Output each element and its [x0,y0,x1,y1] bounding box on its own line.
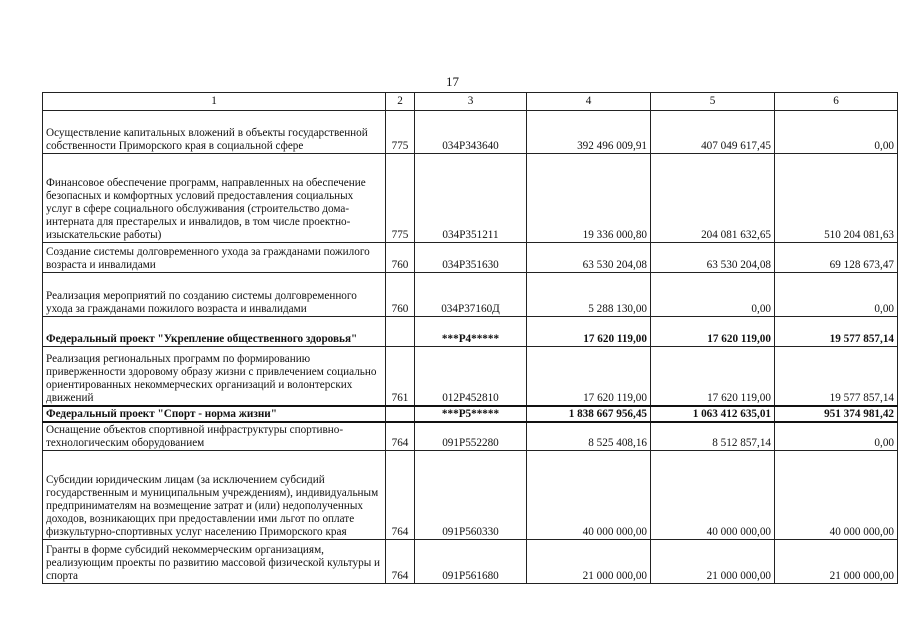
row-csr: 091P561680 [415,540,527,584]
column-header-3: 3 [415,93,527,111]
row-value-4: 17 620 119,00 [527,347,651,406]
row-name: Создание системы долговременного ухода за гражданами пожилого возраста и инвалидами [43,243,386,273]
table-header [43,93,898,111]
row-value-4: 63 530 204,08 [527,243,651,273]
row-name: Финансовое обеспечение программ, направленных на обеспечение безопасных и комфортных условий предоставления социальных услуг в сфере социального обслуживания (строительство дома-интерната для престарелых и инвалидов, в том числе проектно-изыскательские работы) [43,154,386,243]
row-value-6: 21 000 000,00 [775,540,898,584]
table-row [43,243,898,273]
table-row [43,540,898,584]
row-name: Федеральный проект "Укрепление общественного здоровья" [43,317,386,347]
row-csr: 091P560330 [415,451,527,540]
row-name: Субсидии юридическим лицам (за исключением субсидий государственным и муниципальным учреждениям), индивидуальным предпринимателям на возмещение затрат и (или) недополученных доходов, возникающих при предоставлении ими льгот по оплате физкультурно-спортивных услуг населению Приморского края [43,451,386,540]
row-name: Оснащение объектов спортивной инфраструктуры спортивно-технологическим оборудованием [43,422,386,451]
row-value-6: 951 374 981,42 [775,406,898,422]
row-value-6: 69 128 673,47 [775,243,898,273]
row-value-4: 19 336 000,80 [527,154,651,243]
row-value-6: 510 204 081,63 [775,154,898,243]
row-name: Федеральный проект "Спорт - норма жизни" [43,406,386,422]
row-grbs: 764 [386,422,415,451]
row-csr: 012P452810 [415,347,527,406]
row-value-5: 63 530 204,08 [651,243,775,273]
table-row [43,154,898,243]
row-value-4: 17 620 119,00 [527,317,651,347]
row-value-5: 204 081 632,65 [651,154,775,243]
row-name: Реализация региональных программ по формированию приверженности здоровому образу жизни с привлечением социально ориентированных некоммерческих организаций и волонтерских движений [43,347,386,406]
budget-table [42,92,898,584]
row-grbs: 775 [386,111,415,154]
row-value-5: 21 000 000,00 [651,540,775,584]
row-name: Осуществление капитальных вложений в объекты государственной собственности Приморского края в социальной сфере [43,111,386,154]
table-body [43,111,898,584]
row-grbs: 760 [386,273,415,317]
row-grbs: 764 [386,451,415,540]
row-grbs [386,406,415,422]
row-value-6: 19 577 857,14 [775,317,898,347]
table-row [43,422,898,451]
row-csr: 034P37160Д [415,273,527,317]
table-row [43,111,898,154]
column-header-5: 5 [651,93,775,111]
row-grbs: 760 [386,243,415,273]
row-value-5: 17 620 119,00 [651,347,775,406]
column-header-6: 6 [775,93,898,111]
row-value-5: 1 063 412 635,01 [651,406,775,422]
row-value-5: 40 000 000,00 [651,451,775,540]
row-grbs: 775 [386,154,415,243]
row-value-4: 392 496 009,91 [527,111,651,154]
row-csr: 091P552280 [415,422,527,451]
row-csr: 034P351211 [415,154,527,243]
column-header-1: 1 [43,93,386,111]
row-value-5: 407 049 617,45 [651,111,775,154]
row-csr: ***P5***** [415,406,527,422]
table-row-subtotal [43,317,898,347]
row-grbs: 761 [386,347,415,406]
row-csr: 034P343640 [415,111,527,154]
row-grbs [386,317,415,347]
column-header-2: 2 [386,93,415,111]
column-header-4: 4 [527,93,651,111]
row-name: Гранты в форме субсидий некоммерческим организациям, реализующим проекты по развитию массовой физической культуры и спорта [43,540,386,584]
table-row [43,451,898,540]
row-name: Реализация мероприятий по созданию системы долговременного ухода за гражданами пожилого возраста и инвалидами [43,273,386,317]
row-grbs: 764 [386,540,415,584]
row-value-4: 1 838 667 956,45 [527,406,651,422]
row-value-6: 19 577 857,14 [775,347,898,406]
table-row [43,347,898,406]
row-value-4: 40 000 000,00 [527,451,651,540]
table-row-subtotal [43,406,898,422]
header-row [43,93,898,111]
row-value-6: 0,00 [775,422,898,451]
row-csr: 034P351630 [415,243,527,273]
row-value-5: 0,00 [651,273,775,317]
row-value-4: 8 525 408,16 [527,422,651,451]
row-value-6: 40 000 000,00 [775,451,898,540]
row-value-5: 8 512 857,14 [651,422,775,451]
row-value-6: 0,00 [775,111,898,154]
row-value-5: 17 620 119,00 [651,317,775,347]
row-value-4: 21 000 000,00 [527,540,651,584]
row-csr: ***P4***** [415,317,527,347]
table-row [43,273,898,317]
row-value-4: 5 288 130,00 [527,273,651,317]
row-value-6: 0,00 [775,273,898,317]
page-number: 17 [446,74,459,89]
